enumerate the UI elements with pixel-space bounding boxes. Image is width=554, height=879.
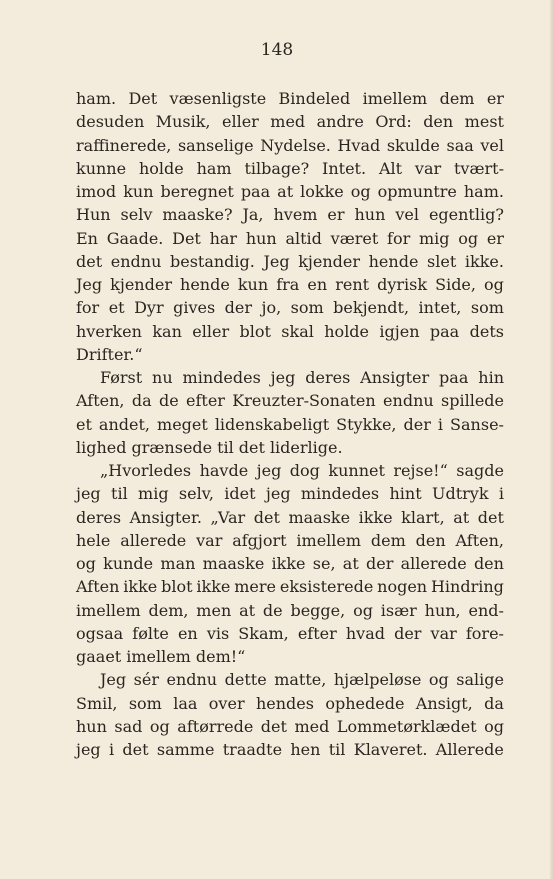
word: allerede [120, 530, 187, 550]
text-line [76, 529, 504, 552]
word: den [423, 112, 454, 132]
word: begge, [290, 600, 346, 620]
word: dem!“ [195, 647, 246, 666]
word: saa [446, 135, 474, 155]
word: jeg [76, 484, 101, 504]
word: sad [114, 716, 143, 736]
text-line [76, 738, 504, 761]
word: kunnet [328, 461, 385, 480]
word: jeg [265, 484, 291, 504]
word: og [353, 600, 373, 620]
word: kun [237, 275, 269, 294]
word: beregnet [160, 182, 234, 201]
word: deres [305, 368, 351, 387]
word: egentlig? [428, 205, 504, 225]
word: skal [281, 321, 314, 341]
word: de [158, 391, 179, 411]
word: dog [289, 461, 320, 480]
word: imellem [362, 89, 428, 108]
text-line [76, 413, 504, 436]
word: „Var [210, 507, 246, 527]
word: Musik, [155, 112, 211, 132]
word: paa [240, 182, 271, 201]
word: Side, [435, 275, 476, 294]
word: især [380, 600, 417, 620]
word: følte [132, 623, 169, 643]
word: altid [285, 228, 322, 248]
word: paa [429, 321, 460, 341]
word: Intet. [322, 158, 367, 178]
word: hint [389, 484, 422, 504]
word: et [76, 414, 92, 434]
word: kan [152, 321, 182, 341]
word: Ansigt, [415, 693, 473, 713]
text-line [76, 273, 504, 296]
word: slet [427, 251, 457, 271]
word: et [108, 298, 125, 318]
word: og [484, 275, 504, 294]
word: sér [133, 670, 159, 690]
word: og [76, 554, 96, 573]
word: endnu [166, 670, 218, 690]
word: efter [297, 623, 337, 643]
word: hun, [424, 600, 461, 620]
word: at [342, 554, 359, 573]
text-line [76, 250, 504, 273]
word: kunne [76, 158, 127, 178]
body-text [76, 87, 504, 761]
word: er [327, 205, 345, 225]
word: lidenskabeligt [214, 414, 330, 434]
word: Aften, [455, 530, 504, 550]
word: hen [290, 740, 321, 759]
word: dem [439, 89, 475, 108]
word: Udtryk [431, 484, 489, 504]
word: er [486, 89, 504, 108]
word: afgjort [232, 530, 287, 550]
word: Ansigter [360, 368, 430, 387]
word: Stykke, [336, 414, 397, 434]
word: Nydelse. [260, 135, 331, 155]
word: men [196, 600, 232, 620]
word: allerede [400, 554, 467, 573]
word: man [160, 554, 196, 573]
word: andet, [98, 414, 150, 434]
word: havde [199, 461, 249, 480]
word: se, [312, 554, 336, 573]
word: dette [224, 670, 267, 690]
word: maaske? [162, 205, 233, 225]
word: mindedes [300, 484, 380, 504]
word: „Hvorledes [100, 461, 192, 480]
word: kun [123, 182, 154, 201]
word: holde [324, 321, 370, 341]
text-line [76, 599, 504, 622]
word: Alt [378, 158, 403, 178]
word: vel [480, 135, 504, 155]
word: Hvad [337, 135, 381, 155]
word: hvem [273, 205, 318, 225]
word: imod [76, 182, 117, 201]
word: det [477, 507, 504, 527]
word: hin [478, 368, 504, 387]
word: Lommetørklædet [336, 716, 477, 736]
text-line [76, 157, 504, 180]
word: aftørrede [177, 716, 254, 736]
word: eller [221, 112, 259, 132]
word: væsenligste [169, 89, 267, 108]
page-number: 148 [260, 40, 294, 60]
word: og [350, 182, 371, 201]
word: den [473, 554, 504, 573]
text-line [76, 296, 504, 319]
word: hendes [255, 693, 314, 713]
word: en [307, 275, 328, 294]
word: Bindeled [278, 89, 351, 108]
word: sagde [456, 461, 504, 480]
word: Jeg [76, 275, 103, 294]
word: imellem [296, 530, 362, 550]
word: efter [186, 391, 225, 411]
word: rent [335, 275, 370, 294]
word: maaske [288, 507, 351, 527]
text-line [76, 692, 504, 715]
word: ham. [76, 89, 117, 108]
word: det [253, 507, 280, 527]
word: Gaade. [106, 228, 164, 248]
word: spillede [441, 391, 504, 411]
word: for [387, 228, 411, 248]
word: dets [469, 321, 504, 341]
word: jo, [261, 298, 282, 318]
word: tvært- [454, 158, 504, 178]
word: matte, [274, 670, 327, 690]
word: sanselige [177, 135, 254, 155]
word: og [484, 716, 504, 736]
text-line [76, 110, 504, 133]
word: imellem [76, 600, 141, 620]
word: da [484, 693, 504, 713]
word: rejse!“ [393, 461, 448, 480]
word: til [328, 740, 346, 759]
word: mest [464, 112, 504, 132]
word: Sanse- [450, 414, 504, 434]
text-line [76, 668, 504, 691]
word: gives [173, 298, 216, 318]
word: det [122, 740, 149, 759]
word: var [430, 623, 457, 643]
word: Jeg [263, 251, 290, 271]
word: Hun [76, 205, 111, 225]
word: nu [152, 368, 173, 387]
text-line [76, 389, 504, 412]
word: der [403, 414, 431, 434]
word: dem [370, 530, 406, 550]
word: Ja, [242, 205, 264, 225]
word: ikke [123, 577, 158, 597]
text-line [76, 87, 504, 110]
word: at [239, 600, 256, 620]
word: Aften [76, 577, 120, 597]
word: maaske [202, 554, 265, 573]
word: Først [100, 368, 143, 387]
text-line [76, 459, 504, 482]
word: Hindring [430, 577, 504, 597]
word: Drifter.“ [76, 344, 143, 364]
text-line [76, 227, 504, 250]
word: i [108, 740, 115, 759]
word: de [262, 600, 283, 620]
word: dem, [148, 600, 189, 620]
word: hende [368, 251, 419, 271]
text-line [76, 506, 504, 529]
text-line [76, 320, 504, 343]
text-line [76, 552, 504, 575]
word: intet, [418, 298, 462, 318]
word: mig [138, 484, 169, 504]
word: hjælpeløse [333, 670, 422, 690]
word: der [366, 554, 394, 573]
word: for [76, 298, 100, 318]
word: mere [234, 577, 276, 597]
word: Allerede [435, 740, 504, 759]
word: deres [76, 507, 122, 527]
word: Ansigter. [129, 507, 202, 527]
word: Ord: [375, 112, 412, 132]
word: desuden [76, 112, 145, 132]
word: ikke [358, 507, 393, 527]
word: ikke [196, 577, 231, 597]
word: eksisterede [279, 577, 374, 597]
word: Det [128, 89, 158, 108]
word: mindedes [182, 368, 261, 387]
word: og [428, 670, 449, 690]
word: vel [395, 205, 419, 225]
word: Smil, [76, 693, 118, 713]
word: jeg [76, 740, 101, 759]
word: opmuntre [377, 182, 457, 201]
word: liderlige. [269, 437, 343, 457]
word: salige [456, 670, 504, 690]
word: kunde [103, 554, 154, 573]
word: samme [156, 740, 215, 759]
word: det [260, 716, 287, 736]
text-line [76, 436, 504, 459]
word: i [437, 414, 444, 434]
word: grænsede [131, 437, 213, 457]
word: hun [76, 716, 107, 736]
word: kjender [298, 251, 361, 271]
word: med [294, 716, 330, 736]
word: dyrisk [377, 275, 428, 294]
word: har [209, 228, 238, 248]
word: det [76, 251, 103, 271]
word: Kreuzter-Sonaten [232, 391, 376, 411]
word: blot [239, 321, 271, 341]
word: Klaveret. [353, 740, 428, 759]
word: traadte [222, 740, 283, 759]
word: Aften, [76, 391, 125, 411]
page-edge [550, 0, 554, 879]
word: andre [316, 112, 364, 132]
word: i [498, 484, 504, 504]
text-line [76, 203, 504, 226]
text-line [76, 622, 504, 645]
text-line [76, 645, 504, 668]
word: igjen [379, 321, 420, 341]
text-line [76, 715, 504, 738]
word: eller [192, 321, 230, 341]
text-line [76, 366, 504, 389]
word: som [290, 298, 324, 318]
word: Jeg [100, 670, 127, 690]
word: kjender [110, 275, 172, 294]
word: jeg [270, 368, 296, 387]
word: mig [418, 228, 450, 248]
word: der [224, 298, 252, 318]
word: ham. [463, 182, 504, 201]
word: ham [196, 158, 232, 178]
word: fore- [465, 623, 504, 643]
word: til [217, 437, 234, 457]
word: tilbage? [244, 158, 310, 178]
word: paa [439, 368, 469, 387]
word: selv, [178, 484, 214, 504]
word: jeg [256, 461, 282, 480]
word: det [238, 437, 265, 457]
word: end- [468, 600, 504, 620]
word: skulde [386, 135, 440, 155]
word: hun [354, 205, 386, 225]
word: over [208, 693, 245, 713]
word: blot [161, 577, 193, 597]
word: ophedede [325, 693, 405, 713]
text-line [76, 134, 504, 157]
word: fra [276, 275, 300, 294]
word: er [486, 228, 504, 248]
word: Det [172, 228, 201, 248]
word: bekjendt, [333, 298, 410, 318]
word: En [76, 228, 98, 248]
word: hvad [345, 623, 385, 643]
word: der [394, 623, 422, 643]
word: endnu [383, 391, 434, 411]
word: endnu [110, 251, 162, 271]
text-line [76, 180, 504, 203]
word: raffinerede, [76, 135, 172, 155]
word: da [131, 391, 152, 411]
word: selv [120, 205, 153, 225]
word: en [177, 623, 198, 643]
word: den [415, 530, 446, 550]
word: med [270, 112, 306, 132]
word: nogen [377, 577, 428, 597]
word: var [414, 158, 442, 178]
word: til [111, 484, 128, 504]
word: meget [157, 414, 208, 434]
word: hende [180, 275, 230, 294]
word: imellem [126, 647, 191, 666]
word: at [453, 507, 470, 527]
word: var [196, 530, 223, 550]
text-line [76, 575, 504, 598]
word: holde [138, 158, 184, 178]
word: og [458, 228, 479, 248]
word: ogsaa [76, 623, 124, 643]
word: gaaet [76, 647, 122, 666]
word: at [277, 182, 294, 201]
word: lighed [76, 437, 127, 457]
word: Skam, [238, 623, 289, 643]
word: lokke [300, 182, 344, 201]
text-line [76, 343, 504, 366]
word: klart, [401, 507, 445, 527]
word: og [149, 716, 170, 736]
word: laa [173, 693, 198, 713]
word: vis [206, 623, 230, 643]
word: idet [224, 484, 256, 504]
word: været [330, 228, 379, 248]
word: bestandig. [169, 251, 255, 271]
word: ikke [271, 554, 306, 573]
word: hele [76, 530, 111, 550]
word: som [470, 298, 504, 318]
word: som [128, 693, 162, 713]
word: ikke. [464, 251, 504, 271]
word: Dyr [134, 298, 164, 318]
text-line [76, 482, 504, 505]
word: hun [245, 228, 277, 248]
word: hverken [76, 321, 142, 341]
